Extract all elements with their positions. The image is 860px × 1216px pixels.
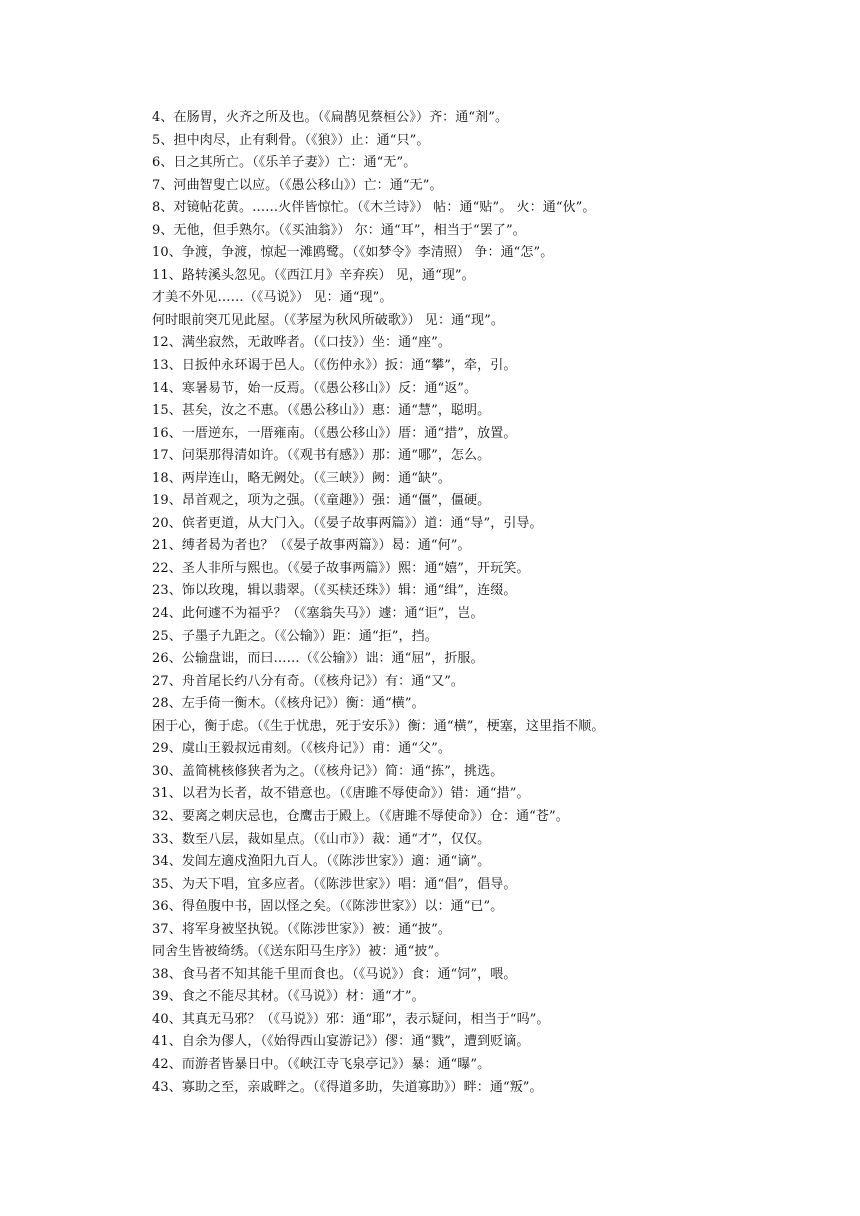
text-line: 才美不外见……（《马说》） 见：通“现”。 — [152, 290, 393, 306]
text-line: 10、争渡，争渡，惊起一滩鸥鹭。（《如梦令》李清照） 争：通“怎”。 — [152, 245, 554, 261]
text-line: 7、河曲智叟亡以应。（《愚公移山》）亡：通“无”。 — [152, 177, 443, 193]
text-line: 19、昂首观之，项为之强。（《童趣》）强：通“僵”，僵硬。 — [152, 493, 491, 509]
text-line: 13、日扳仲永环谒于邑人。（《伤仲永》）扳：通“攀”，牵，引。 — [152, 358, 517, 374]
text-line: 4、在肠胃，火齐之所及也。（《扁鹊见蔡桓公》）齐：通“剂”。 — [152, 110, 509, 125]
text-line: 17、问渠那得清如许。（《观书有感》）那：通“哪”，怎么。 — [152, 448, 491, 464]
text-line: 43、寡助之至，亲戚畔之。（《得道多助，失道寡助》）畔：通“叛”。 — [152, 1079, 543, 1095]
text-line: 9、无他，但手熟尔。（《买油翁》） 尔：通“耳”，相当于“罢了”。 — [152, 222, 526, 238]
text-line: 38、食马者不知其能千里而食也。（《马说》）食：通“饲”，喂。 — [152, 966, 517, 982]
text-line: 12、满坐寂然，无敢哗者。（《口技》）坐：通“座”。 — [152, 335, 451, 351]
text-line: 14、寒暑易节，始一反焉。（《愚公移山》）反：通“返”。 — [152, 380, 478, 396]
text-line: 36、得鱼腹中书，固以怪之矣。（《陈涉世家》）以：通“已”。 — [152, 899, 504, 915]
text-line: 同舍生皆被绮绣。（《送东阳马生序》）被：通“披”。 — [152, 944, 448, 960]
text-line: 8、对镜帖花黄。……火伴皆惊忙。（《木兰诗》） 帖：通“贴”。 火：通“伙”。 — [152, 200, 596, 216]
text-line: 5、担中肉尽，止有剩骨。（《狼》）止：通“只”。 — [152, 132, 430, 148]
text-line: 15、甚矣，汝之不惠。（《愚公移山》）惠：通“慧”，聪明。 — [152, 403, 491, 419]
text-line: 30、盖简桃核修狭者为之。（《核舟记》）简：通“拣”，挑选。 — [152, 763, 504, 779]
text-line: 26、公输盘诎，而曰……（《公输》）诎：通“屈”，折服。 — [152, 651, 484, 667]
text-line: 11、路转溪头忽见。（《西江月》辛弃疾） 见，通“现”。 — [152, 267, 475, 283]
text-line: 27、舟首尾长约八分有奇。（《核舟记》）有：通“又”。 — [152, 673, 465, 689]
text-line: 32、要离之刺庆忌也，仓鹰击于殿上。（《唐雎不辱使命》）仓：通“苍”。 — [152, 808, 569, 824]
text-line: 何时眼前突兀见此屋。（《茅屋为秋风所破歌》） 见：通“现”。 — [152, 312, 504, 328]
text-line: 39、食之不能尽其材。（《马说》）材：通“才”。 — [152, 989, 425, 1005]
text-line: 24、此何遽不为福乎？（《塞翁失马》）遽：通“讵”，岂。 — [152, 606, 484, 622]
document-text-body — [152, 107, 832, 1099]
text-line: 41、自余为僇人，（《始得西山宴游记》）僇：通“戮”，遭到贬谪。 — [152, 1034, 530, 1050]
text-line: 33、数至八层，裁如星点。（《山市》）裁：通“才”，仅仅。 — [152, 831, 491, 847]
text-line: 23、饰以玫瑰，辑以翡翠。（《买椟还珠》）辑：通“缉”，连缀。 — [152, 583, 517, 599]
text-line: 25、子墨子九距之。（《公输》）距：通“拒”，挡。 — [152, 628, 438, 644]
text-line: 34、发闾左適戍渔阳九百人。（《陈涉世家》）適：通“谪”。 — [152, 854, 491, 870]
text-line: 40、其真无马邪？（《马说》）邪：通“耶”，表示疑问，相当于“吗”。 — [152, 1011, 550, 1027]
text-line: 37、将军身被坚执锐。（《陈涉世家》）被：通“披”。 — [152, 921, 451, 937]
text-line: 29、虞山王毅叔远甫刻。（《核舟记》）甫：通“父”。 — [152, 741, 451, 757]
text-line: 35、为天下唱，宜多应者。（《陈涉世家》）唱：通“倡”，倡导。 — [152, 876, 517, 892]
text-line: 6、日之其所亡。（《乐羊子妻》）亡：通“无”。 — [152, 155, 417, 171]
text-line: 困于心，衡于虑。（《生于忧患，死于安乐》）衡：通“横”，梗塞，这里指不顺。 — [152, 718, 605, 734]
text-line: 42、而游者皆暴日中。（《峡江寺飞泉亭记》）暴：通“曝”。 — [152, 1056, 491, 1072]
text-line: 18、两岸连山，略无阙处。（《三峡》）阙：通“缺”。 — [152, 470, 451, 486]
text-line: 16、一厝逆东，一厝雍南。（《愚公移山》）厝：通“措”，放置。 — [152, 425, 517, 441]
text-line: 28、左手倚一衡木。（《核舟记》）衡：通“横”。 — [152, 696, 425, 712]
text-line: 21、缚者曷为者也？（《晏子故事两篇》）曷：通“何”。 — [152, 538, 471, 554]
text-line: 31、以君为长者，故不错意也。（《唐雎不辱使命》）错：通“措”。 — [152, 786, 530, 802]
text-line: 22、圣人非所与熙也。（《晏子故事两篇》）熙：通“嬉”，开玩笑。 — [152, 560, 530, 576]
text-line: 20、傧者更道，从大门入。（《晏子故事两篇》）道：通“导”，引导。 — [152, 515, 543, 531]
